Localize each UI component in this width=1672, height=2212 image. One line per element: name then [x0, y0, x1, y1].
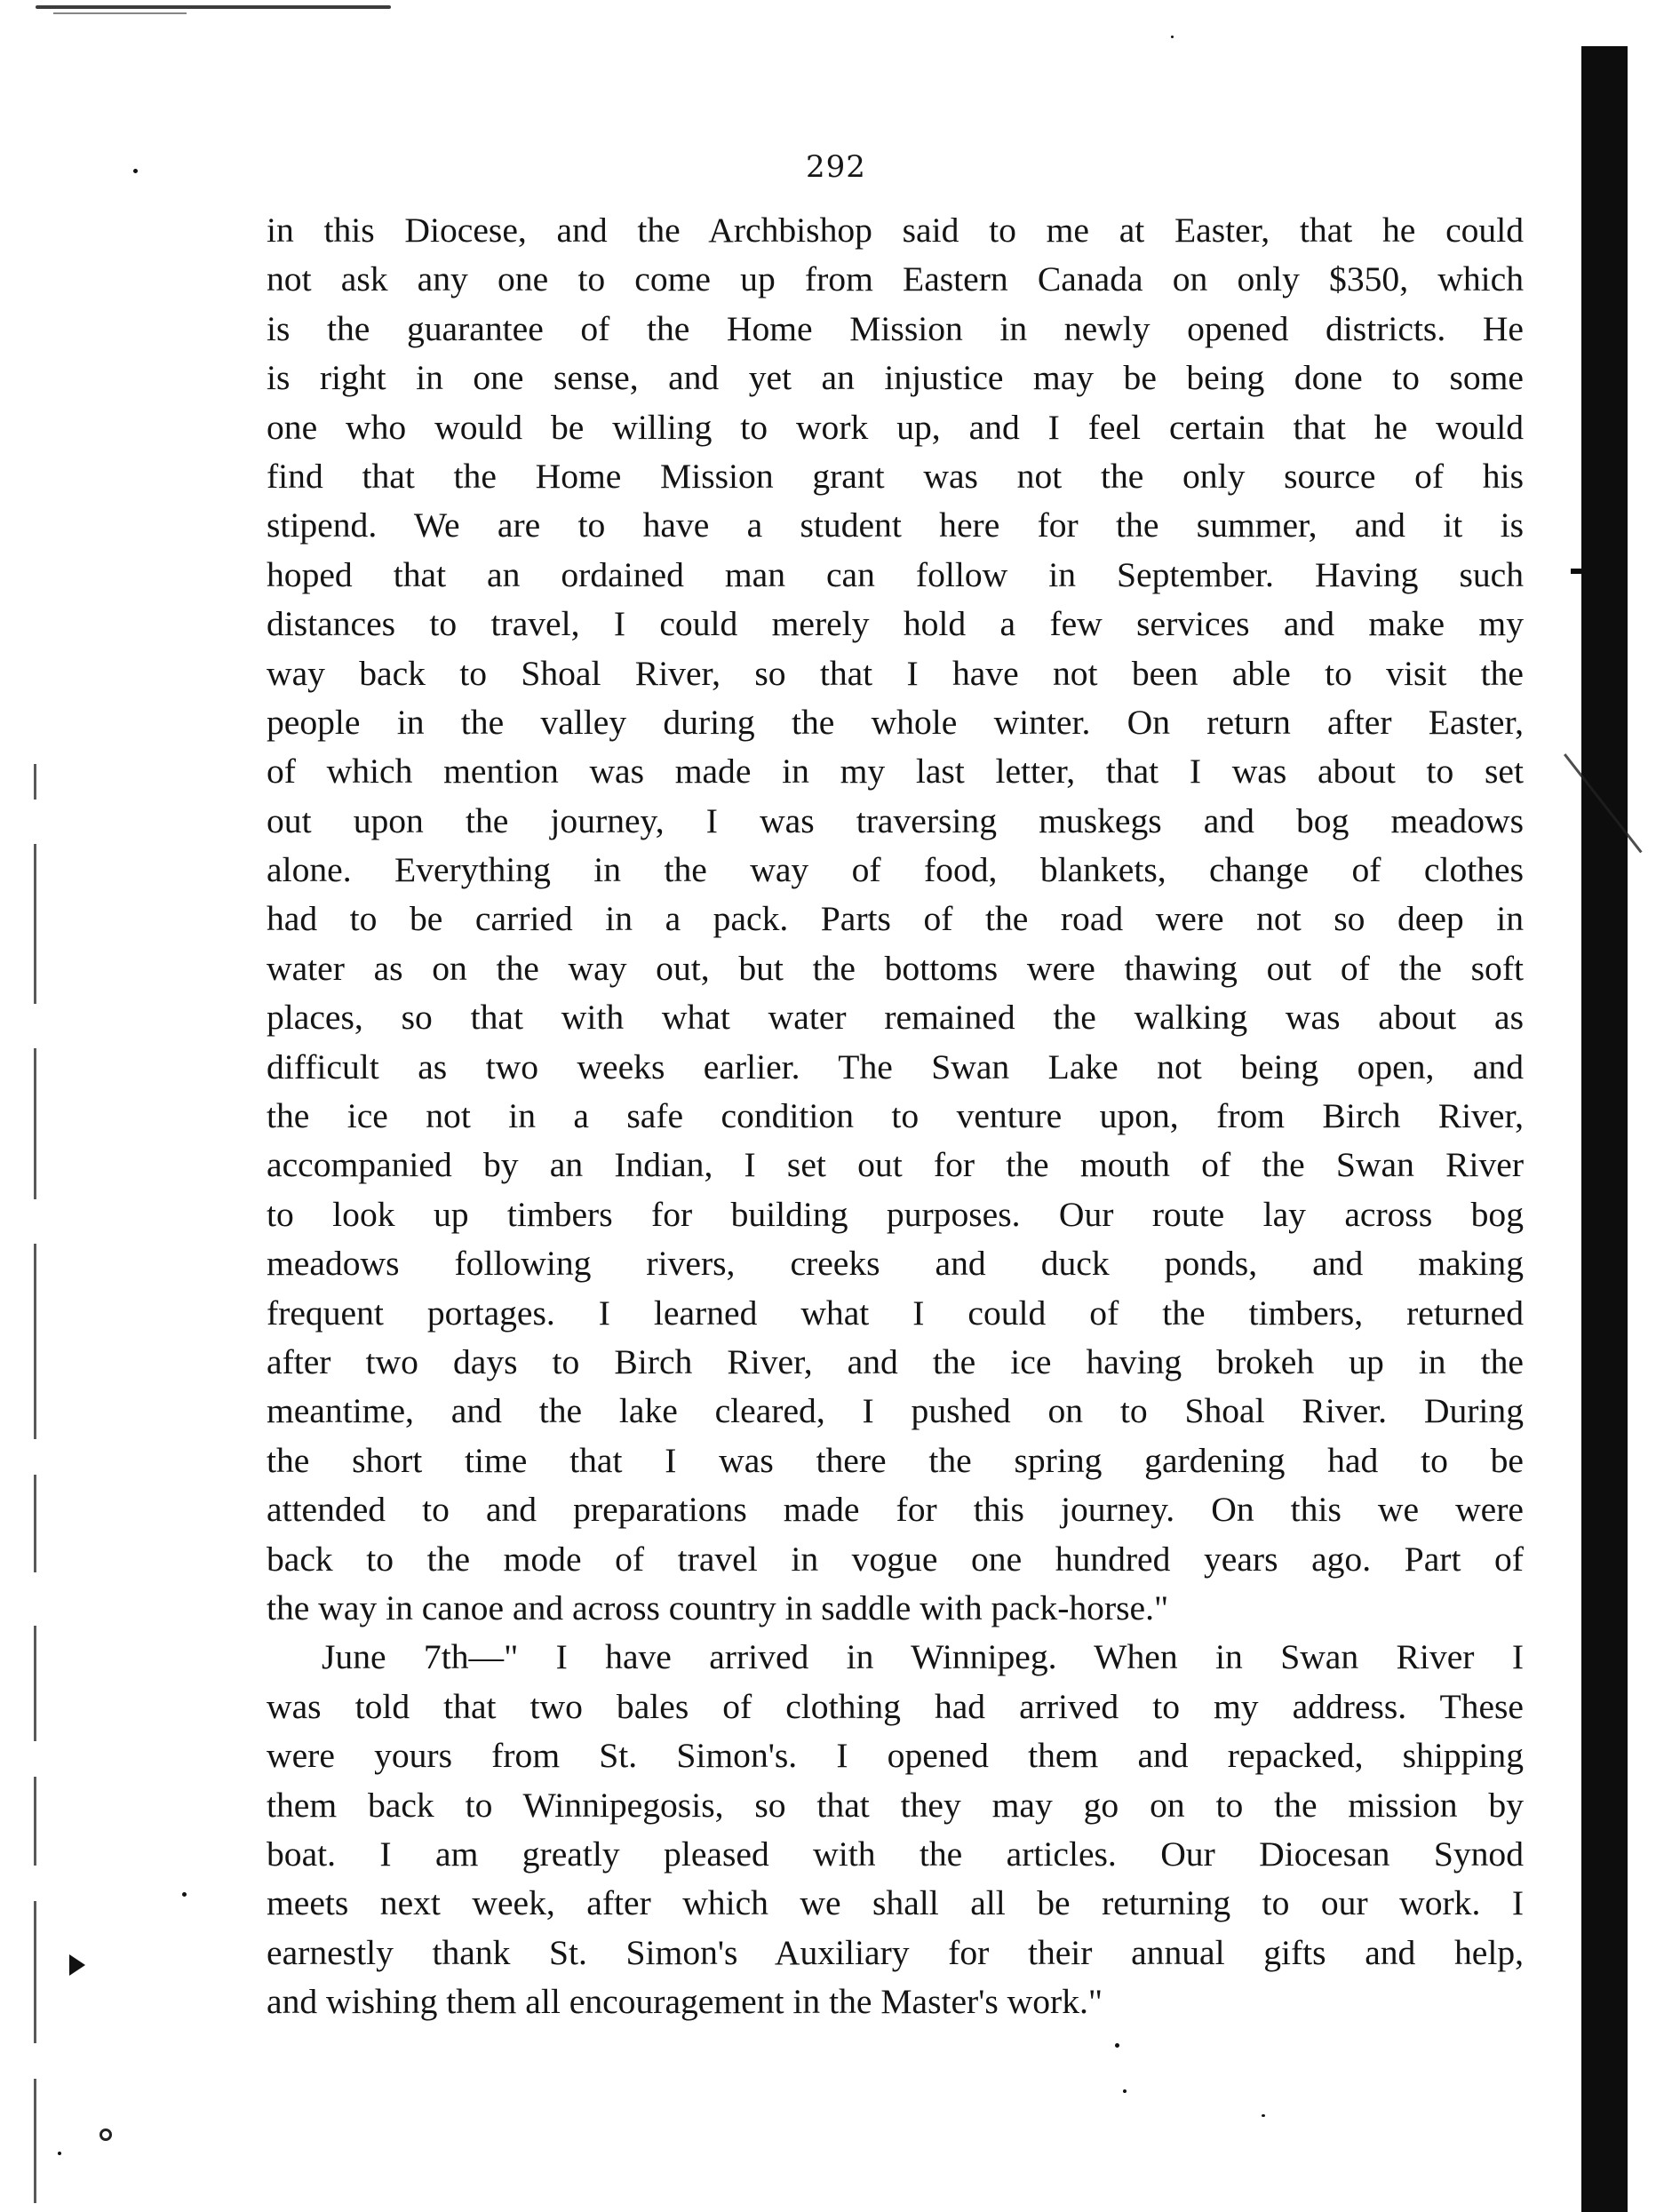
text-line: distances to travel, I could merely hold a few services and make my — [267, 604, 1524, 644]
text-line: June 7th—" I have arrived in Winnipeg. When in Swan River I — [322, 1637, 1524, 1677]
text-line: is the guarantee of the Home Mission in newly opened districts. He — [267, 308, 1524, 348]
margin-mark — [34, 1626, 36, 1741]
top-rule — [36, 5, 391, 9]
speck — [1262, 2114, 1265, 2117]
text-line: back to the mode of travel in vogue one hundred years ago. Part of — [267, 1539, 1524, 1579]
body-text — [267, 206, 1524, 2026]
speck — [1115, 2043, 1119, 2048]
text-line: boat. I am greatly pleased with the articles. Our Diocesan Synod — [267, 1834, 1524, 1874]
text-line: meadows following rivers, creeks and duck ponds, and making — [267, 1244, 1524, 1284]
margin-arrow-icon — [69, 1954, 85, 1976]
text-line: way back to Shoal River, so that I have not been able to visit the — [267, 653, 1524, 693]
text-line: of which mention was made in my last letter, that I was about to set — [267, 752, 1524, 792]
text-line: alone. Everything in the way of food, blankets, change of clothes — [267, 850, 1524, 890]
text-line: was told that two bales of clothing had arrived to my address. These — [267, 1686, 1524, 1726]
text-line: hoped that an ordained man can follow in September. Having such — [267, 554, 1524, 594]
text-line: one who would be willing to work up, and I feel certain that he would — [267, 407, 1524, 447]
margin-mark — [34, 844, 36, 1004]
margin-mark — [34, 1244, 36, 1439]
margin-mark — [34, 764, 36, 800]
speck — [1123, 2089, 1127, 2093]
text-line: meantime, and the lake cleared, I pushed on to Shoal River. During — [267, 1391, 1524, 1431]
speck — [58, 2152, 61, 2155]
speck — [182, 1892, 187, 1897]
text-line: were yours from St. Simon's. I opened them and repacked, shipping — [267, 1736, 1524, 1776]
margin-mark — [34, 2079, 36, 2203]
text-line: them back to Winnipegosis, so that they may go on to the mission by — [267, 1785, 1524, 1825]
text-line: and wishing them all encouragement in the Master's work." — [267, 1982, 1103, 2022]
text-line: not ask any one to come up from Eastern Canada on only $350, which — [267, 259, 1524, 299]
binding-notch — [1571, 569, 1581, 574]
text-line: in this Diocese, and the Archbishop said to me at Easter, that he could — [267, 211, 1524, 250]
margin-mark — [34, 1777, 36, 1866]
margin-mark — [34, 1901, 36, 2043]
text-line: the ice not in a safe condition to venture upon, from Birch River, — [267, 1096, 1524, 1136]
text-line: had to be carried in a pack. Parts of the road were not so deep in — [267, 899, 1524, 939]
speck — [1171, 36, 1174, 38]
text-line: difficult as two weeks earlier. The Swan Lake not being open, and — [267, 1046, 1524, 1086]
margin-mark — [34, 1475, 36, 1572]
text-line: is right in one sense, and yet an injustice may be being done to some — [267, 358, 1524, 398]
text-line: out upon the journey, I was traversing muskegs and bog meadows — [267, 800, 1524, 840]
text-line: earnestly thank St. Simon's Auxiliary for their annual gifts and help, — [267, 1932, 1524, 1972]
text-line: after two days to Birch River, and the ice having brokeh up in the — [267, 1341, 1524, 1381]
text-line: people in the valley during the whole winter. On return after Easter, — [267, 702, 1524, 742]
text-line: accompanied by an Indian, I set out for the mouth of the Swan River — [267, 1145, 1524, 1185]
text-line: attended to and preparations made for this journey. On this we were — [267, 1490, 1524, 1530]
text-line: frequent portages. I learned what I could of the timbers, returned — [267, 1293, 1524, 1333]
text-line: places, so that with what water remained the walking was about as — [267, 998, 1524, 1038]
margin-mark — [34, 1048, 36, 1199]
text-line: the way in canoe and across country in saddle with pack-horse." — [267, 1587, 1169, 1627]
margin-ring-icon — [100, 2128, 112, 2141]
text-line: water as on the way out, but the bottoms were thawing out of the soft — [267, 948, 1524, 988]
text-line: to look up timbers for building purposes. Our route lay across bog — [267, 1194, 1524, 1234]
page-number: 292 — [806, 149, 866, 185]
top-rule-thin — [53, 12, 187, 14]
text-line: find that the Home Mission grant was not the only source of his — [267, 456, 1524, 496]
text-line: meets next week, after which we shall all be returning to our work. I — [267, 1883, 1524, 1923]
text-line: the short time that I was there the spring gardening had to be — [267, 1440, 1524, 1480]
text-line: stipend. We are to have a student here for the summer, and it is — [267, 505, 1524, 545]
binding-edge-shadow — [1581, 46, 1628, 2212]
